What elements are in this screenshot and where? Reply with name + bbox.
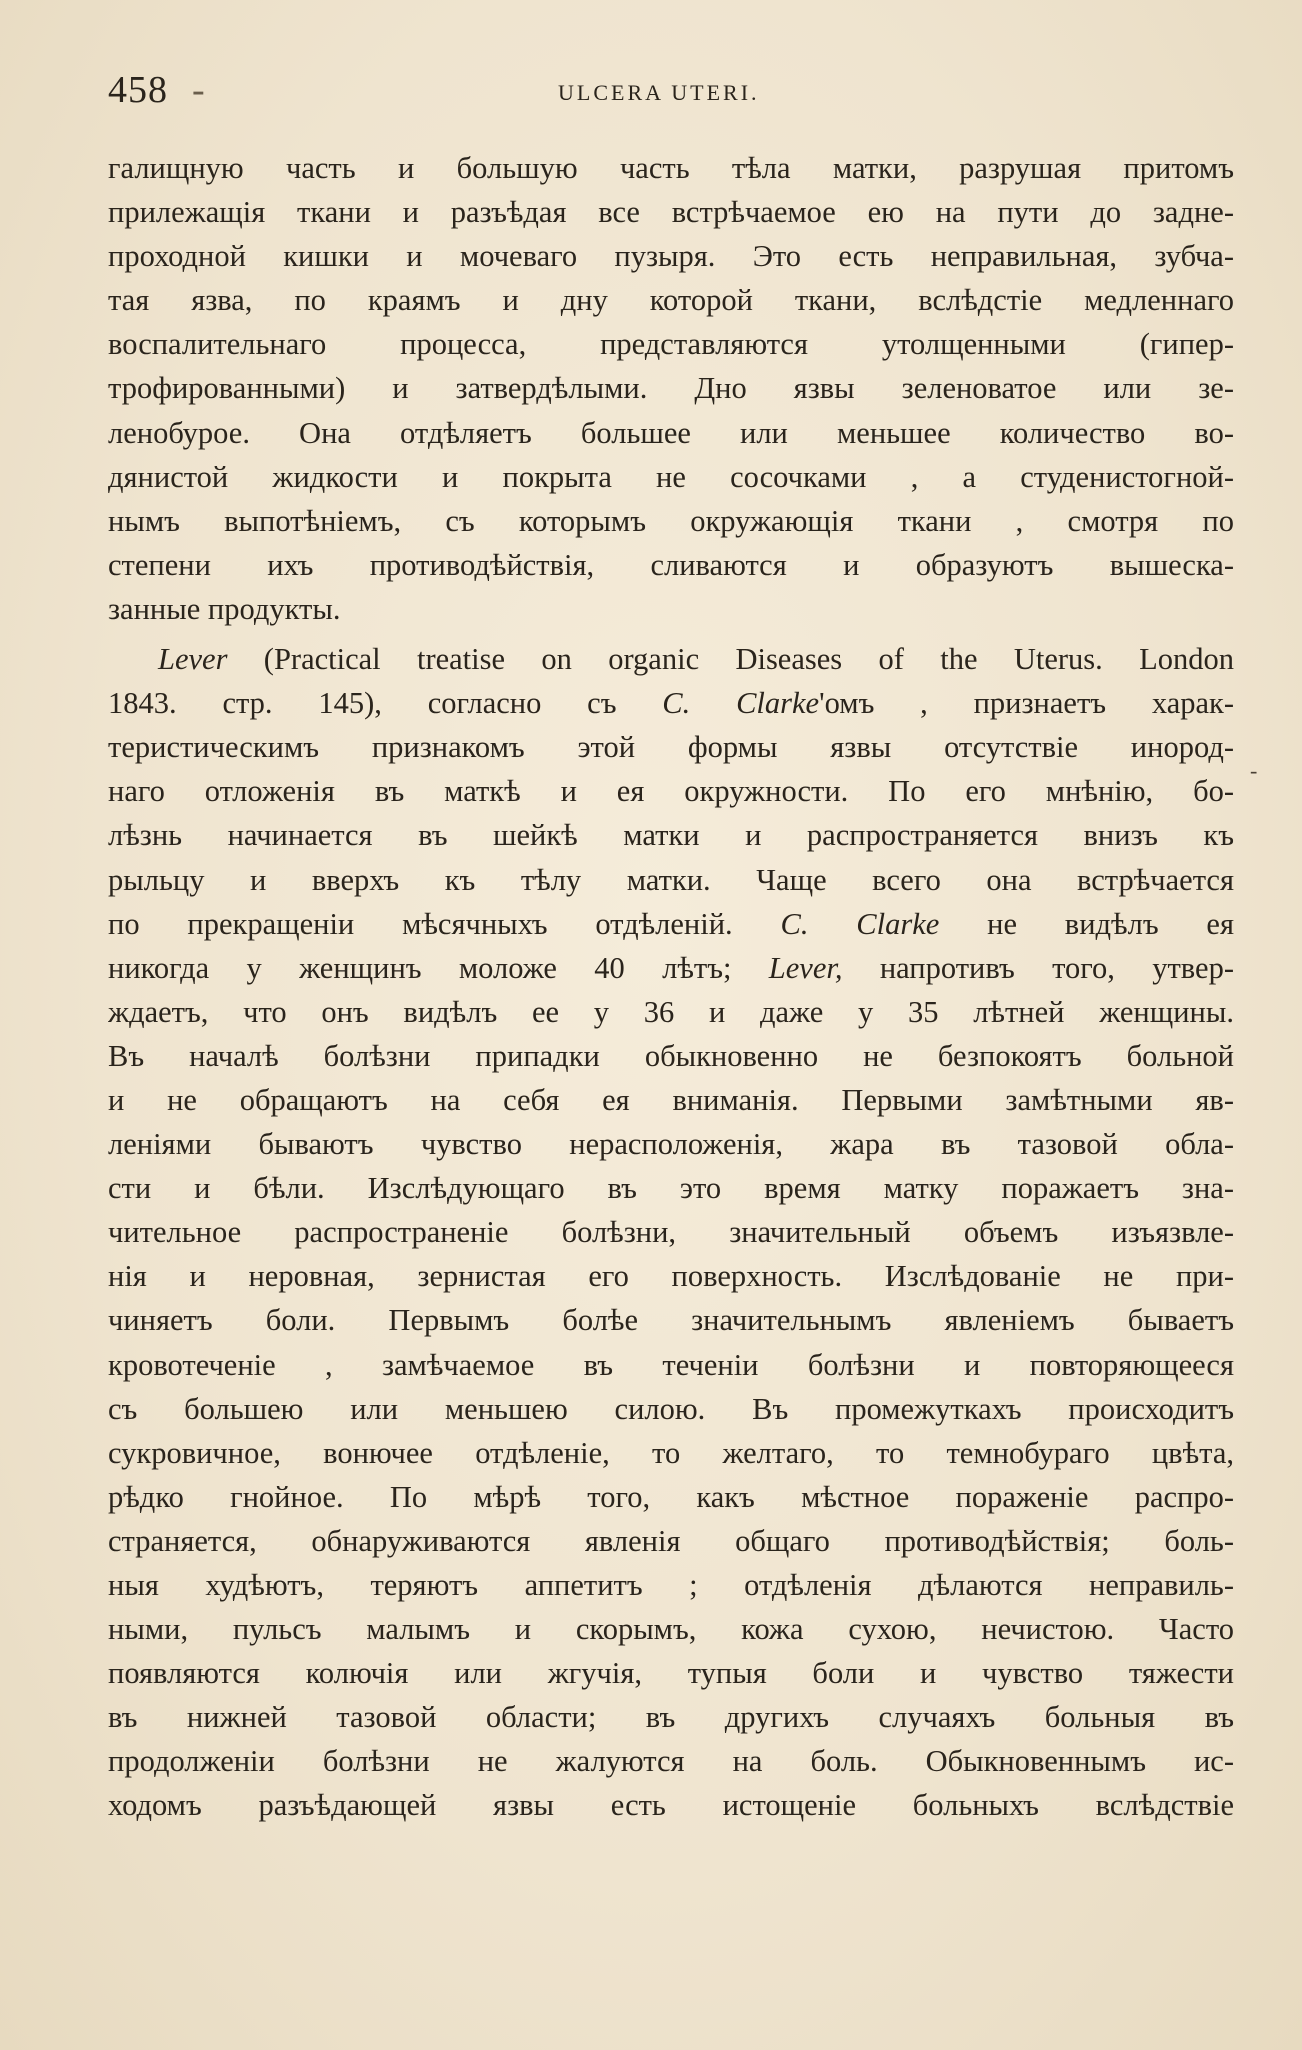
text-line: чиняетъ боли. Первымъ болѣе значительнымъ явленіемъ бываетъ <box>108 1303 1234 1338</box>
text-line: занные продукты. <box>108 591 341 626</box>
author-name: Lever <box>158 642 228 677</box>
citation-text: (Practical treatise on organic Diseases of the Uterus. London <box>227 642 1234 677</box>
text-line: ходомъ разъѣдающей язвы есть истощеніе больныхъ вслѣдствіе <box>108 1788 1234 1823</box>
text-line: появляются колючія или жгучія, тупыя боли и чувство тяжести <box>108 1656 1234 1691</box>
text-line: ленобурое. Она отдѣляетъ большее или меньшее количество во- <box>108 415 1234 450</box>
text-line: ными, пульсъ малымъ и скорымъ, кожа сухою, нечистою. Часто <box>108 1612 1234 1647</box>
body-text <box>108 146 1234 1828</box>
text-line: Въ началѣ болѣзни припадки обыкновенно не безпокоятъ больной <box>108 1038 1234 1073</box>
text-fragment: напротивъ того, утвер- <box>842 950 1234 985</box>
text-fragment: 'омъ , признаетъ харак- <box>819 686 1234 721</box>
text-line: ждаетъ, что онъ видѣлъ ее у 36 и даже у 35 лѣтней женщины. <box>108 994 1234 1029</box>
citation-text: 1843. стр. 145), согласно съ <box>108 686 663 721</box>
text-line: нымъ выпотѣніемъ, съ которымъ окружающія ткани , смотря по <box>108 503 1234 538</box>
author-name: Lever, <box>768 950 843 985</box>
paragraph-1 <box>108 146 1234 631</box>
header-dash: - <box>192 69 205 111</box>
text-line: нія и неровная, зернистая его поверхность. Изслѣдованіе не при- <box>108 1259 1234 1294</box>
text-line: рѣдко гнойное. По мѣрѣ того, какъ мѣстное пораженіе распро- <box>108 1479 1234 1514</box>
text-line <box>108 946 1234 990</box>
text-line: дянистой жидкости и покрыта не сосочками , а студенистогной- <box>108 459 1234 494</box>
text-line: трофированными) и затвердѣлыми. Дно язвы зеленоватое или зе- <box>108 371 1234 406</box>
text-line: и не обращаютъ на себя ея вниманія. Первыми замѣтными яв- <box>108 1082 1234 1117</box>
author-name: C. Clarke <box>662 686 820 721</box>
text-line: тая язва, по краямъ и дну которой ткани, вслѣдстіе медленнаго <box>108 283 1234 318</box>
running-head: ULCERA UTERI. <box>558 80 760 105</box>
text-line: страняется, обнаруживаются явленія общаго противодѣйствія; боль- <box>108 1523 1234 1558</box>
text-line: прилежащія ткани и разъѣдая все встрѣчаемое ею на пути до задне- <box>108 195 1234 230</box>
page-header <box>108 62 1228 122</box>
text-line: въ нижней тазовой области; въ другихъ случаяхъ больныя въ <box>108 1700 1234 1735</box>
text-fragment: по прекращеніи мѣсячныхъ отдѣленій. <box>108 906 781 941</box>
text-line: сукровичное, вонючее отдѣленіе, то желтаго, то темнобураго цвѣта, <box>108 1435 1234 1470</box>
text-line: проходной кишки и мочеваго пузыря. Это есть неправильная, зубча- <box>108 239 1234 274</box>
text-line: продолженіи болѣзни не жалуются на боль. Обыкновеннымъ ис- <box>108 1744 1234 1779</box>
text-line: чительное распространеніе болѣзни, значительный объемъ изъязвле- <box>108 1215 1234 1250</box>
text-line: ныя худѣютъ, теряютъ аппетитъ ; отдѣленія дѣлаются неправиль- <box>108 1568 1234 1602</box>
text-line: лѣзнь начинается въ шейкѣ матки и распространяется внизъ къ <box>108 818 1234 853</box>
text-line <box>108 902 1234 946</box>
text-line <box>108 681 1234 725</box>
text-line <box>108 637 1234 681</box>
text-line: степени ихъ противодѣйствія, сливаются и образуютъ вышеска- <box>108 547 1234 582</box>
text-line: кровотеченіе , замѣчаемое въ теченіи болѣзни и повторяющееся <box>108 1347 1234 1382</box>
text-line: воспалительнаго процесса, представляются утолщенными (гипер- <box>108 327 1234 362</box>
page-number: 458 <box>108 69 168 111</box>
text-line: рыльцу и вверхъ къ тѣлу матки. Чаще всего она встрѣчается <box>108 862 1234 897</box>
text-fragment: никогда у женщинъ моложе 40 лѣтъ; <box>108 950 769 985</box>
text-fragment: не видѣлъ ея <box>939 906 1234 941</box>
text-line: съ большею или меньшею силою. Въ промежуткахъ происходитъ <box>108 1391 1234 1426</box>
text-line: галищную часть и большую часть тѣла матки, разрушая притомъ <box>108 151 1234 185</box>
text-line: сти и бѣли. Изслѣдующаго въ это время матку поражаетъ зна- <box>108 1171 1234 1206</box>
text-line: теристическимъ признакомъ этой формы язвы отсутствіе инород- <box>108 730 1234 765</box>
author-name: C. Clarke <box>780 906 940 941</box>
text-line: наго отложенія въ маткѣ и ея окружности. По его мнѣнію, бо- <box>108 774 1234 809</box>
paragraph-2 <box>108 637 1234 1828</box>
text-line: леніями бываютъ чувство нерасположенія, жара въ тазовой обла- <box>108 1127 1234 1162</box>
margin-mark: - <box>1250 758 1258 783</box>
